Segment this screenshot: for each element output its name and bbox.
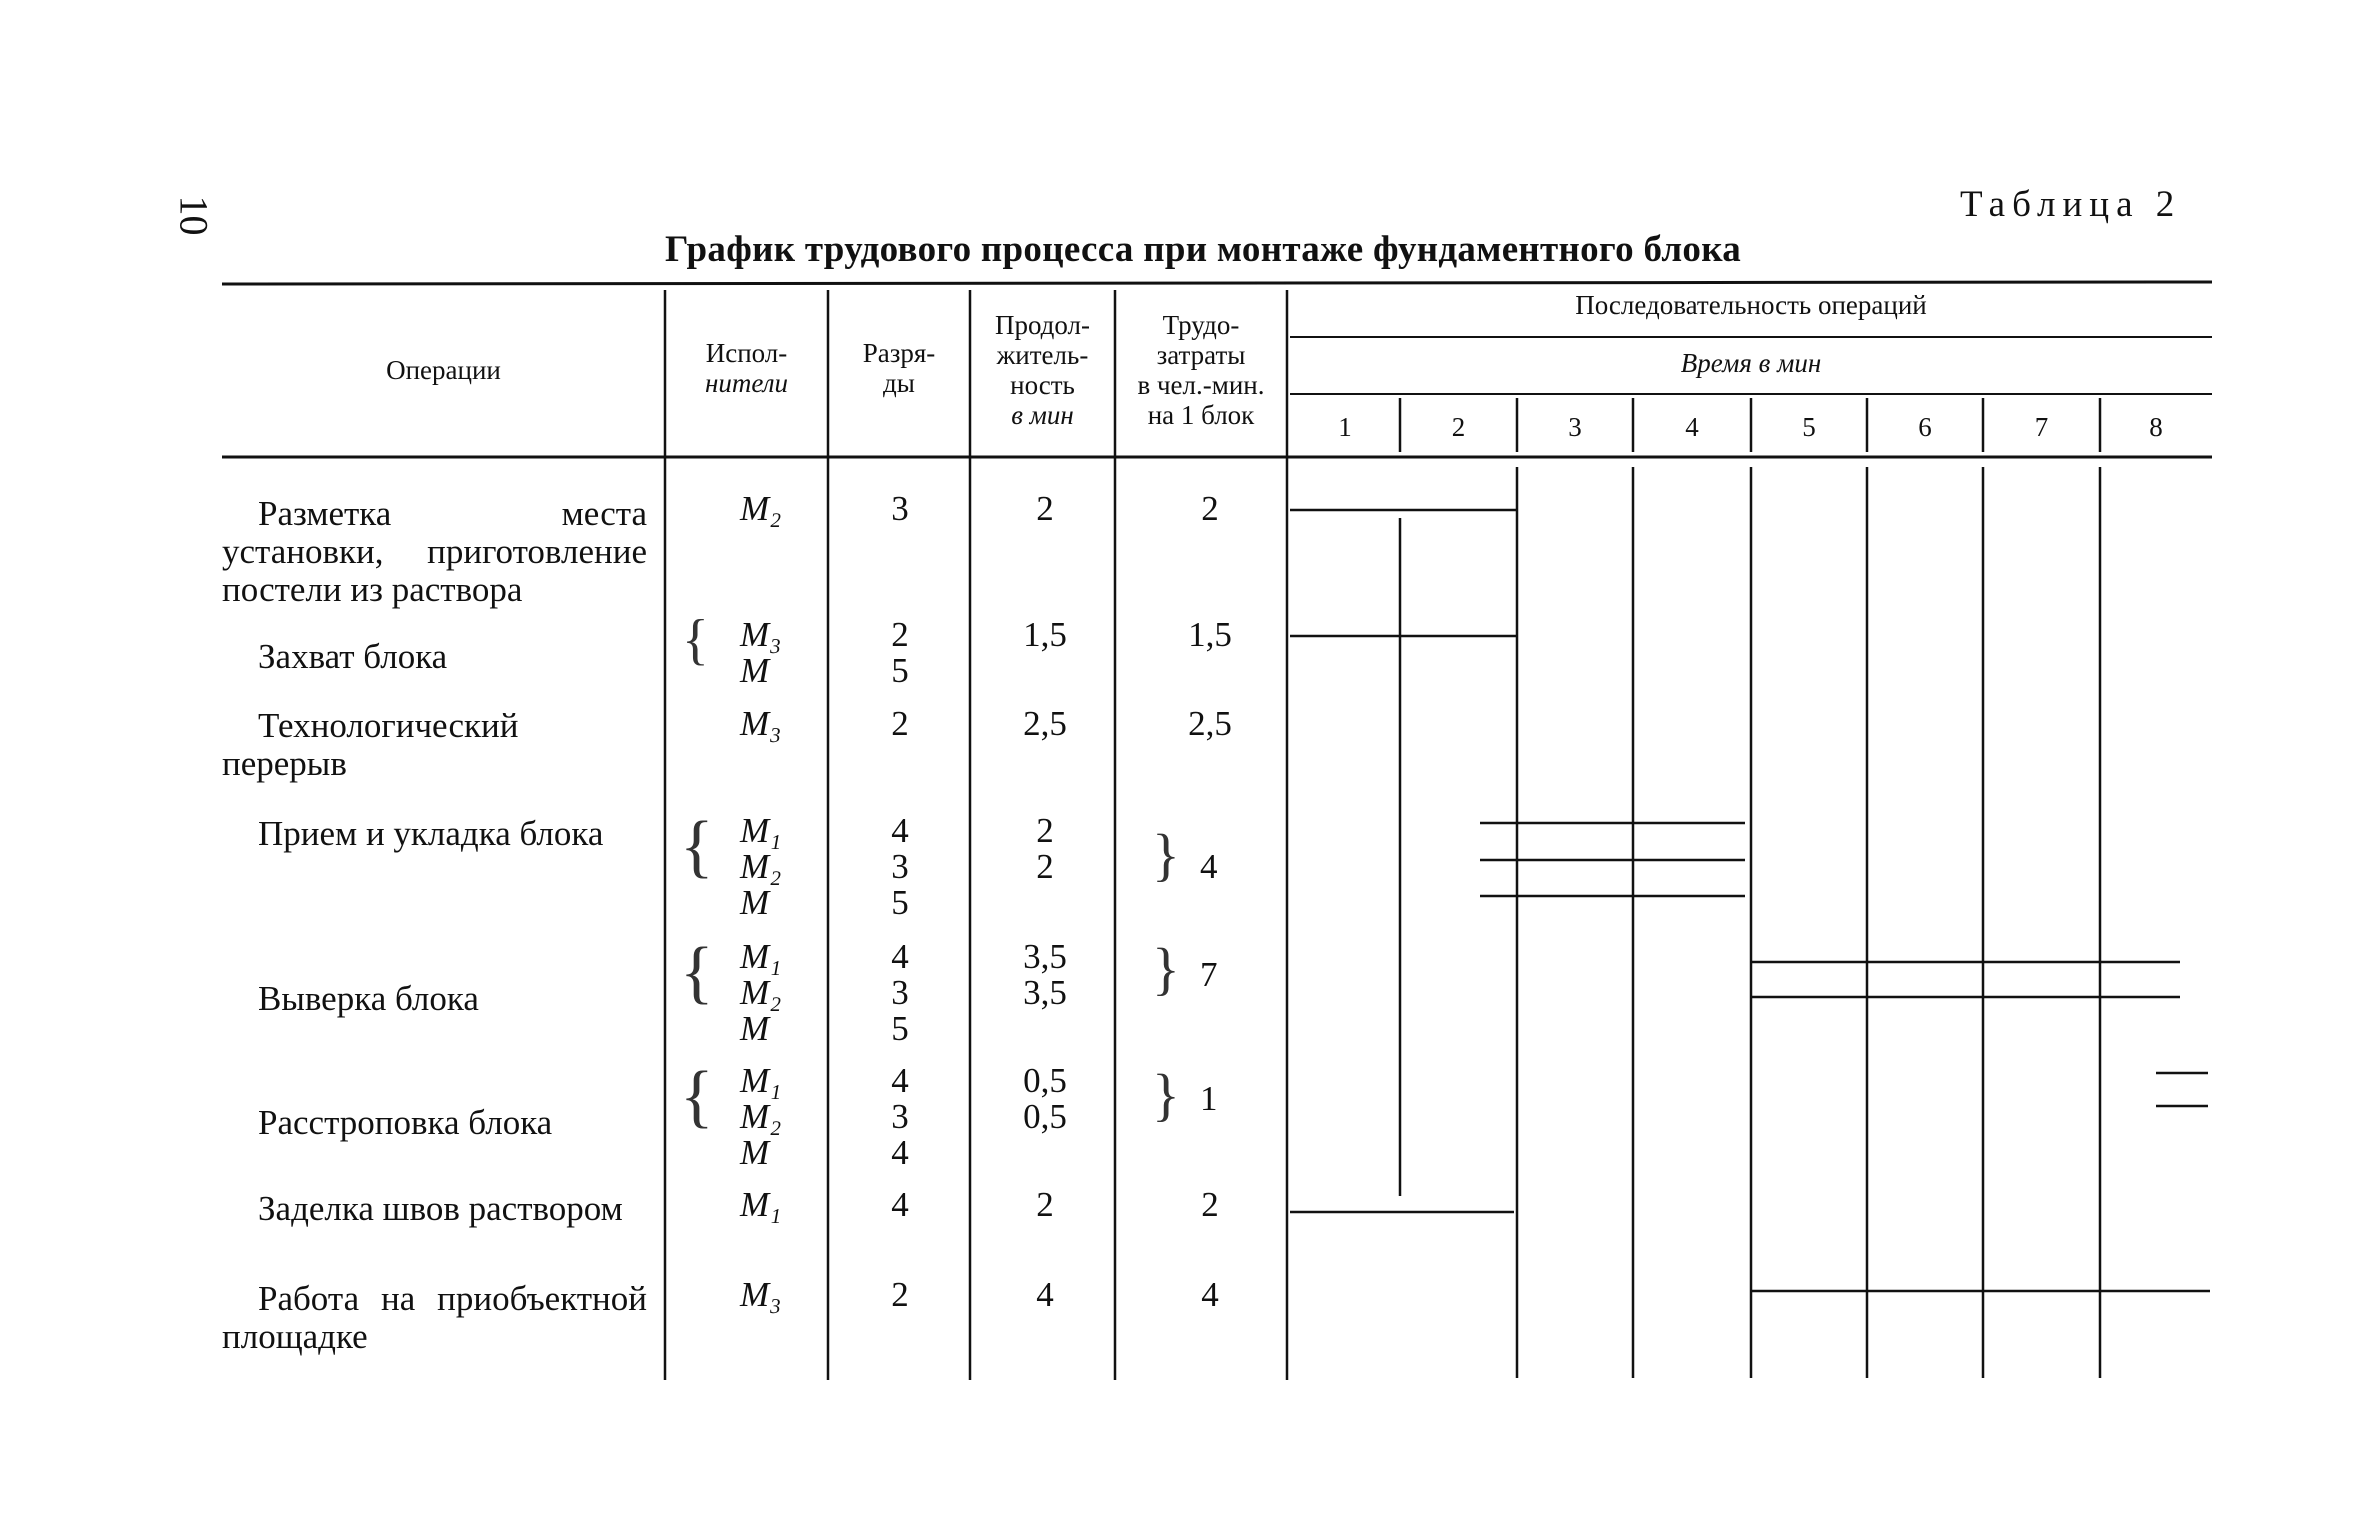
- row-5-duration-1: 3,5: [1023, 937, 1067, 976]
- row-4-grade-1: 4: [891, 811, 909, 850]
- header-duration-line2: житель-: [996, 340, 1089, 370]
- row-6-duration-1: 0,5: [1023, 1061, 1067, 1100]
- row-7-duration-1: 2: [1036, 1185, 1054, 1224]
- header-performers: [665, 338, 828, 398]
- row-6-grade-2: 3: [891, 1097, 909, 1136]
- row-7-operation: Заделка швов раствором: [258, 1189, 623, 1228]
- row-3-labor: 2,5: [1188, 704, 1232, 743]
- header-labor: [1115, 310, 1287, 430]
- row-5-grade-1: 4: [891, 937, 909, 976]
- row-4-grade-2: 3: [891, 847, 909, 886]
- row-6-operation: Расстроповка блока: [258, 1103, 553, 1142]
- row-3-performer-1: M₃: [740, 704, 782, 743]
- row-6-performer-3: M: [740, 1133, 770, 1172]
- header-duration-line4: в мин: [1011, 400, 1074, 430]
- row-2-operation: Захват блока: [258, 637, 448, 676]
- row-6-labor: 1: [1200, 1079, 1218, 1118]
- header-operations: Операции: [386, 355, 501, 385]
- row-5-performer-1: M₁: [740, 937, 782, 976]
- row-8-duration-1: 4: [1036, 1275, 1054, 1314]
- header-grades-line1: Разря-: [862, 338, 936, 368]
- row-3-duration-1: 2,5: [1023, 704, 1067, 743]
- header-sequence: Последовательность операций: [1575, 290, 1927, 320]
- row-4-performer-2: M₂: [740, 847, 782, 886]
- header-labor-line4: на 1 блок: [1147, 400, 1255, 430]
- minute-4: 4: [1685, 412, 1699, 442]
- header-labor-line3: в чел.-мин.: [1137, 370, 1265, 400]
- row-4-grade-3: 5: [891, 883, 909, 922]
- row-5-labor: 7: [1200, 955, 1218, 994]
- row-2-grade-1: 2: [891, 615, 909, 654]
- row-8-labor: 4: [1201, 1275, 1219, 1314]
- row-4-operation: Прием и укладка блока: [258, 814, 604, 853]
- row-5-performer-3: M: [740, 1009, 770, 1048]
- row-4-duration-1: 2: [1036, 811, 1054, 850]
- row-5-right-brace: }: [1152, 936, 1180, 1001]
- row-3-operation: Технологический перерыв: [222, 706, 519, 783]
- row-2-performer-2: M: [740, 651, 770, 690]
- row-2-grade-2: 5: [891, 651, 909, 690]
- row-4-right-brace: }: [1152, 822, 1180, 887]
- header-labor-line2: затраты: [1156, 340, 1246, 370]
- minute-6: 6: [1918, 412, 1932, 442]
- header-grades: [828, 338, 970, 398]
- minute-5: 5: [1802, 412, 1816, 442]
- header-performers-line2: нители: [705, 368, 788, 398]
- row-5-grade-3: 5: [891, 1009, 909, 1048]
- row-1-grade-1: 3: [891, 489, 909, 528]
- header-performers-line1: Испол-: [705, 338, 788, 368]
- row-1-operation: Разметка места установки, приготовление постели из раствора: [222, 494, 647, 609]
- header-duration-line1: Продол-: [994, 310, 1091, 340]
- row-8-performer-1: M₃: [740, 1275, 782, 1314]
- row-2-labor: 1,5: [1188, 615, 1232, 654]
- page-number: 10: [171, 195, 217, 236]
- row-7-grade-1: 4: [891, 1185, 909, 1224]
- row-4-brace: {: [680, 808, 714, 885]
- row-2-brace: {: [682, 609, 709, 671]
- row-1-labor: 2: [1201, 489, 1219, 528]
- minute-3: 3: [1568, 412, 1582, 442]
- row-5-operation: Выверка блока: [258, 979, 479, 1018]
- row-6-performer-2: M₂: [740, 1097, 782, 1136]
- row-5-performer-2: M₂: [740, 973, 782, 1012]
- row-6-grade-1: 4: [891, 1061, 909, 1100]
- minute-8: 8: [2149, 412, 2163, 442]
- header-grades-line2: ды: [883, 368, 915, 398]
- row-5-brace: {: [680, 934, 714, 1011]
- header-time: Время в мин: [1680, 348, 1822, 378]
- row-8-operation: Работа на приобъектной площадке: [222, 1279, 647, 1356]
- row-6-right-brace: }: [1152, 1062, 1180, 1127]
- row-6-duration-2: 0,5: [1023, 1097, 1067, 1136]
- row-2-duration-1: 1,5: [1023, 615, 1067, 654]
- row-6-brace: {: [680, 1058, 714, 1135]
- row-6-performer-1: M₁: [740, 1061, 782, 1100]
- row-7-labor: 2: [1201, 1185, 1219, 1224]
- header-labor-line1: Трудо-: [1162, 310, 1240, 340]
- row-5-duration-2: 3,5: [1023, 973, 1067, 1012]
- row-4-duration-2: 2: [1036, 847, 1054, 886]
- row-5-grade-2: 3: [891, 973, 909, 1012]
- table-label: Таблица 2: [1960, 184, 2182, 225]
- minute-2: 2: [1451, 412, 1466, 442]
- minute-1: 1: [1338, 412, 1352, 442]
- header-duration-line3: ность: [1010, 370, 1075, 400]
- row-1-performer-1: M₂: [740, 489, 782, 528]
- row-4-labor: 4: [1200, 847, 1218, 886]
- row-4-performer-3: M: [740, 883, 770, 922]
- row-6-grade-3: 4: [891, 1133, 909, 1172]
- header-duration: [970, 310, 1115, 430]
- page-title: График трудового процесса при монтаже фундаментного блока: [665, 229, 1742, 270]
- row-3-grade-1: 2: [891, 704, 909, 743]
- row-2-performer-1: M₃: [740, 615, 782, 654]
- row-7-performer-1: M₁: [740, 1185, 782, 1224]
- row-8-grade-1: 2: [891, 1275, 909, 1314]
- row-1-duration-1: 2: [1036, 489, 1054, 528]
- minute-7: 7: [2034, 412, 2049, 442]
- row-4-performer-1: M₁: [740, 811, 782, 850]
